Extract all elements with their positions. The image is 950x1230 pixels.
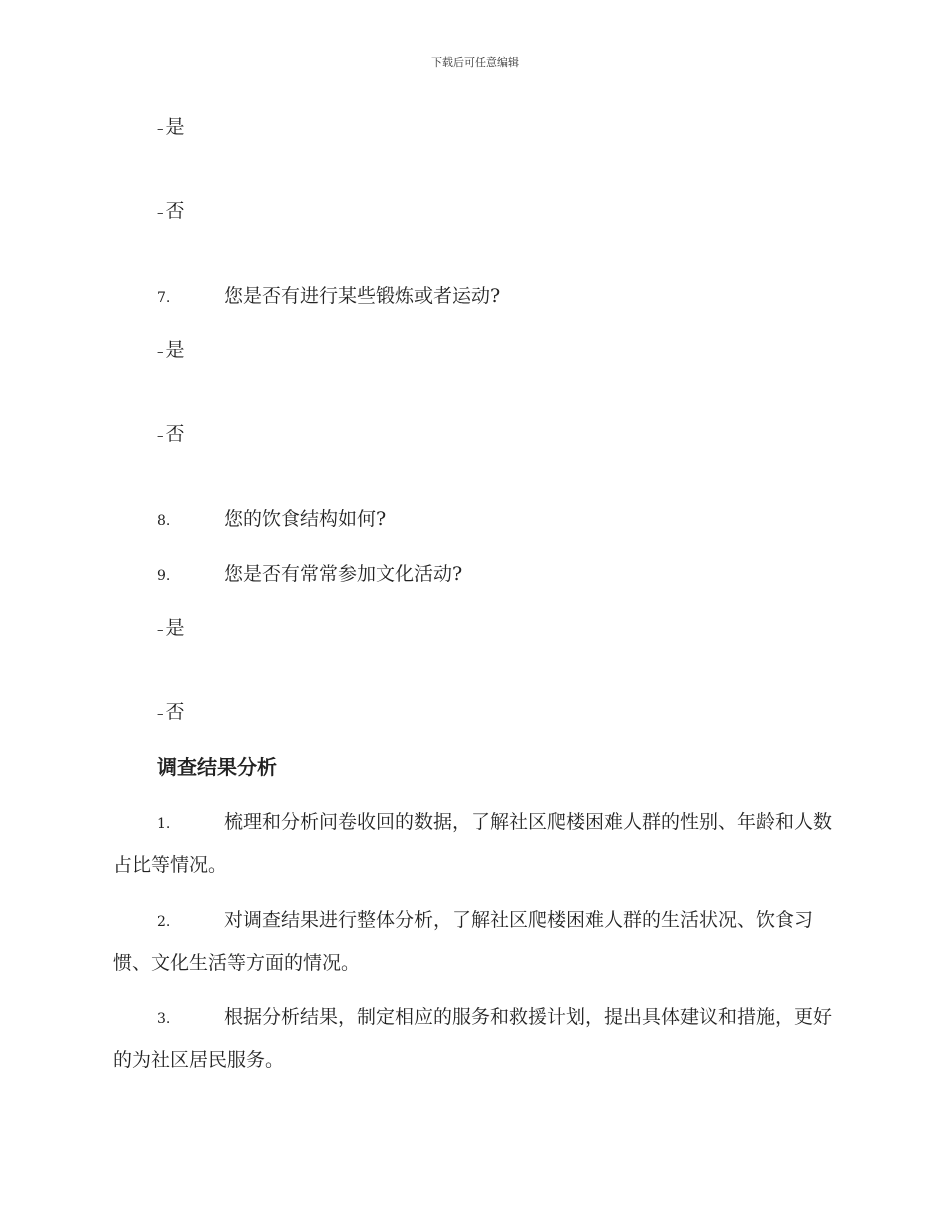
option-dash: –: [157, 206, 164, 221]
option-label: 是: [165, 116, 185, 138]
option-no: [157, 198, 185, 227]
section-heading: 调查结果分析: [157, 755, 277, 779]
option-yes: [157, 114, 185, 143]
option-label: 否: [165, 423, 185, 445]
analysis-text: 梳理和分析问卷收回的数据，了解社区爬楼困难人群的性别、年龄和人数占比等情况。: [113, 811, 833, 876]
page-header: 下载后可任意编辑: [431, 56, 519, 69]
analysis-text: 根据分析结果，制定相应的服务和救援计划，提出具体建议和措施，更好的为社区居民服务。: [113, 1006, 833, 1071]
option-dash: –: [157, 623, 164, 638]
option-dash: –: [157, 122, 164, 137]
question-item: [157, 561, 462, 589]
analysis-item: [113, 997, 833, 1081]
option-dash: –: [157, 707, 164, 722]
question-number: 9.: [157, 568, 171, 584]
analysis-item: [113, 802, 833, 886]
option-yes: [157, 337, 185, 366]
option-dash: –: [157, 429, 164, 444]
question-text: 您的饮食结构如何?: [224, 508, 387, 530]
analysis-number: 2.: [157, 914, 171, 930]
option-label: 否: [165, 200, 185, 222]
question-number: 8.: [157, 513, 171, 529]
question-item: [157, 506, 386, 534]
analysis-text: 对调查结果进行整体分析，了解社区爬楼困难人群的生活状况、饮食习惯、文化生活等方面的情况。: [113, 909, 814, 974]
analysis-number: 1.: [157, 816, 171, 832]
question-item: [157, 283, 500, 311]
option-label: 是: [165, 617, 185, 639]
option-yes: [157, 615, 185, 644]
option-no: [157, 421, 185, 450]
question-number: 7.: [157, 290, 171, 306]
option-label: 是: [165, 339, 185, 361]
question-text: 您是否有常常参加文化活动?: [224, 563, 463, 585]
analysis-number: 3.: [157, 1011, 171, 1027]
analysis-item: [113, 900, 833, 984]
question-text: 您是否有进行某些锻炼或者运动?: [224, 285, 501, 307]
option-dash: –: [157, 345, 164, 360]
option-label: 否: [165, 701, 185, 723]
option-no: [157, 699, 185, 728]
